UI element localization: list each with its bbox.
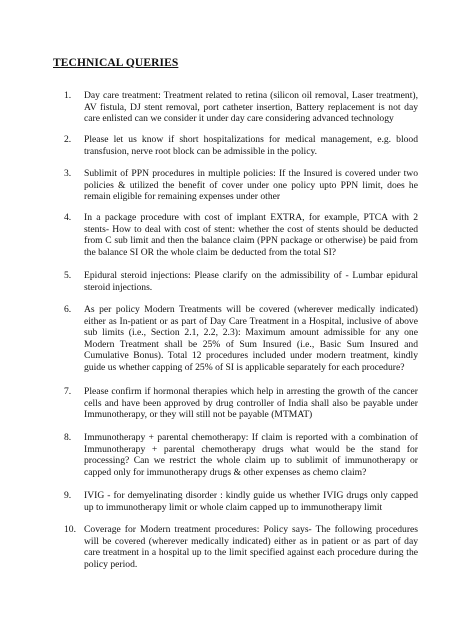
item-text: As per policy Modern Treatments will be covered (wherever medically indicated) either as In-patient or as part of Day Care Treatment in a Hospital, inclusive of above sub limits (i.e., Section 2.1, 2.2, 2.3): Maximum amount admissible for any one Modern Treatment shall be 25% of Sum Insured (i.e., Basic Sum Insured and Cumulative Bonus). Total 12 procedures included under modern treatment, kindly guide us whether capping of 25% of SI is applicable separately for each procedure?	[84, 304, 418, 373]
item-text: Sublimit of PPN procedures in multiple policies: If the Insured is covered under two policies & utilized the benefit of cover under one policy upto PPN limit, does he remain eligible for remaining expenses under other	[84, 168, 418, 203]
item-text: In a package procedure with cost of implant EXTRA, for example, PTCA with 2 stents- How to deal with cost of stent: whether the cost of stents should be deducted from C sub limit and then the balance claim (PPN package or otherwise) be paid from the balance SI OR the whole claim be deducted from the total SI?	[84, 212, 418, 258]
item-text: Coverage for Modern treatment procedures: Policy says- The following procedures will be covered (wherever medically indicated) either as in patient or as part of day care treatment in a hospital up to the limit specified against each procedure during the policy period.	[84, 524, 418, 570]
item-text: Epidural steroid injections: Please clarify on the admissibility of - Lumbar epidural steroid injections.	[84, 270, 418, 293]
item-number: 8.	[64, 432, 72, 443]
item-text: Please let us know if short hospitalizations for medical management, e.g. blood transfusion, nerve root block can be admissible in the policy.	[84, 134, 418, 157]
item-text: Immunotherapy + parental chemotherapy: If claim is reported with a combination of Immunotherapy + parental chemotherapy drugs what would be the stand for processing? Can we restrict the whole claim up to sublimit of immunotherapy or capped only for immunotherapy drugs & other expenses as chemo claim?	[84, 432, 418, 478]
item-number: 5.	[64, 270, 72, 281]
item-number: 7.	[64, 386, 72, 397]
item-number: 9.	[64, 490, 72, 501]
item-text: Please confirm if hormonal therapies which help in arresting the growth of the cancer cells and have been approved by drug controller of India shall also be payable under Immunotherapy, or they will still not be payable (MTMAT)	[84, 386, 418, 421]
item-number: 4.	[64, 212, 72, 223]
item-number: 2.	[64, 134, 72, 145]
item-number: 10.	[64, 524, 76, 535]
page-title: TECHNICAL QUERIES	[53, 57, 179, 69]
item-number: 6.	[64, 304, 72, 315]
item-number: 1.	[64, 90, 72, 101]
item-text: IVIG - for demyelinating disorder : kindly guide us whether IVIG drugs only capped up to immunotherapy limit or whole claim capped up to immunotherapy limit	[84, 490, 418, 513]
item-number: 3.	[64, 168, 72, 179]
item-text: Day care treatment: Treatment related to retina (silicon oil removal, Laser treatment), AV fistula, DJ stent removal, port catheter insertion, Battery replacement is not day care enlisted can we consider it under day care considering advanced technology	[84, 90, 418, 125]
